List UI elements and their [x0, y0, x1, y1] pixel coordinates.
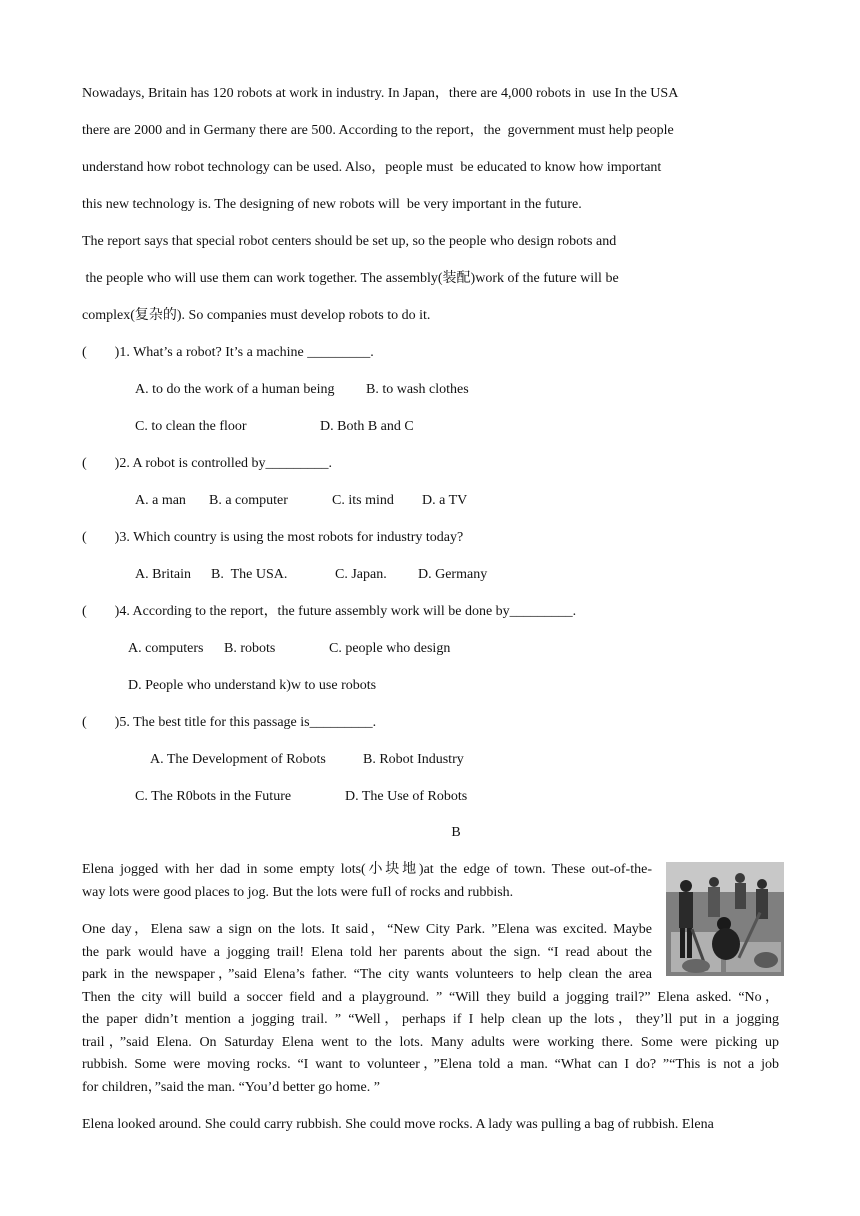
- volunteers-photo: [666, 862, 784, 976]
- question-3-option-a: A. Britain: [135, 567, 191, 582]
- question-4-option-a: A. computers: [128, 641, 204, 656]
- passage-a-line: complex(复杂的). So companies must develop robots to do it.: [82, 308, 431, 323]
- passage-a-line: understand how robot technology can be used. Also，people must be educated to know how important: [82, 160, 662, 175]
- question-4-option-b: B. robots: [224, 641, 276, 656]
- passage-b-line: Elena jogged with her dad in some empty lots(小块地)at the edge of town. These out-of-the-: [82, 862, 652, 877]
- question-3-option-c: C. Japan.: [335, 567, 387, 582]
- question-3-option-d: D. Germany: [418, 567, 488, 582]
- passage-b-line: One day，Elena saw a sign on the lots. It said，“New City Park. ”Elena was excited. Maybe: [82, 922, 652, 937]
- passage-b-line: the park would have a jogging trail! Elena told her parents about the sign. “I read about the: [82, 944, 652, 960]
- question-2-stem: ( )2. A robot is controlled by_________.: [82, 456, 333, 471]
- passage-b-line: for children，”said the man. “You’d better go home. ”: [82, 1079, 380, 1095]
- passage-b-line: rubbish. Some were moving rocks. “I want to volunteer，”Elena told a man. “What can I do? ”“This is not a job: [82, 1057, 779, 1072]
- section-b-heading: B: [451, 825, 461, 840]
- question-1-option-d: D. Both B and C: [320, 419, 414, 434]
- question-1-option-b: B. to wash clothes: [366, 382, 469, 397]
- question-5-option-c: C. The R0bots in the Future: [135, 789, 292, 804]
- question-2-option-b: B. a computer: [209, 493, 288, 508]
- question-3-option-b: B. The USA.: [211, 567, 288, 582]
- question-1-option-a: A. to do the work of a human being: [135, 382, 335, 397]
- question-4-option-d: D. People who understand k)w to use robots: [128, 678, 377, 693]
- question-1-option-c: C. to clean the floor: [135, 419, 247, 434]
- passage-b-line: the paper didn’t mention a jogging trail. ” “Well，perhaps if I help clean up the lots，they’ll put in a jogging: [82, 1012, 779, 1027]
- question-4-option-c: C. people who design: [329, 641, 451, 656]
- question-5-option-d: D. The Use of Robots: [345, 789, 468, 804]
- passage-a-line: the people who will use them can work together. The assembly(装配)work of the future will be: [82, 271, 619, 286]
- question-1-stem: ( )1. What’s a robot? It’s a machine _________.: [82, 345, 374, 360]
- question-2-option-a: A. a man: [135, 493, 186, 508]
- question-2-option-d: D. a TV: [422, 493, 468, 508]
- question-5-option-a: A. The Development of Robots: [150, 752, 326, 767]
- passage-b-line: Then the city will build a soccer field and a playground. ” “Will they build a jogging trail?” Elena asked. “No，: [82, 989, 779, 1005]
- question-2-option-c: C. its mind: [332, 493, 394, 508]
- question-4-stem: ( )4. According to the report，the future assembly work will be done by_________.: [82, 604, 577, 619]
- passage-b-line: Elena looked around. She could carry rubbish. She could move rocks. A lady was pulling a bag of rubbish. Elena: [82, 1117, 714, 1132]
- passage-b-line: park in the newspaper，”said Elena’s father. “The city wants volunteers to help clean the area: [82, 967, 652, 982]
- question-5-stem: ( )5. The best title for this passage is_________.: [82, 715, 377, 730]
- passage-a-line: this new technology is. The designing of new robots will be very important in the future.: [82, 197, 582, 212]
- passage-a-line: there are 2000 and in Germany there are 500. According to the report，the government must help people: [82, 123, 674, 138]
- passage-a-line: The report says that special robot centers should be set up, so the people who design robots and: [82, 234, 617, 249]
- question-5-option-b: B. Robot Industry: [363, 752, 464, 767]
- question-3-stem: ( )3. Which country is using the most robots for industry today?: [82, 530, 464, 545]
- passage-b-line: trail，”said Elena. On Saturday Elena went to the lots. Many adults were working there. Some were picking up: [82, 1034, 779, 1050]
- passage-a-line: Nowadays, Britain has 120 robots at work in industry. In Japan，there are 4,000 robots in use In the USA: [82, 86, 679, 101]
- passage-b-line: way lots were good places to jog. But the lots were fuIl of rocks and rubbish.: [82, 884, 514, 900]
